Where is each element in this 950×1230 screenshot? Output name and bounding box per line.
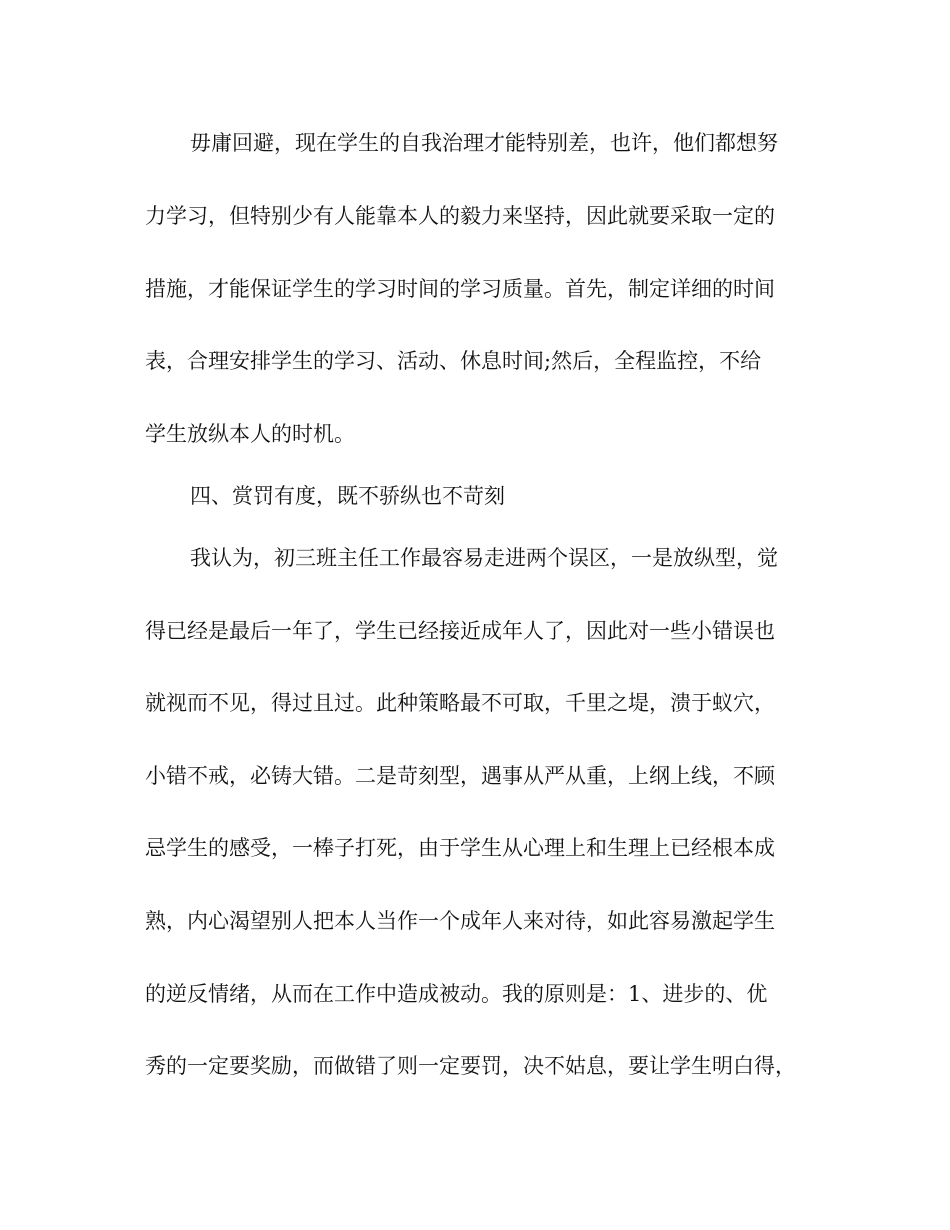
paragraph-line: 学生放纵本人的时机。 — [145, 422, 355, 446]
paragraph-line: 力学习，但特别少有人能靠本人的毅力来坚持，因此就要采取一定的 — [145, 204, 775, 228]
paragraph-line: 得已经是最后一年了，学生已经接近成年人了，因此对一些小错误也 — [145, 619, 775, 643]
section-heading: 四、赏罚有度，既不骄纵也不苛刻 — [190, 484, 505, 508]
paragraph-line: 措施，才能保证学生的学习时间的学习质量。首先，制定详细的时间 — [145, 277, 775, 301]
paragraph-line: 的逆反情绪，从而在工作中造成被动。我的原则是：1、进步的、优 — [145, 982, 768, 1006]
paragraph-line: 表，合理安排学生的学习、活动、休息时间;然后，全程监控，不给 — [145, 349, 762, 373]
paragraph-line: 秀的一定要奖励，而做错了则一定要罚，决不姑息，要让学生明白得， — [145, 1054, 796, 1078]
paragraph-line: 小错不戒，必铸大错。二是苛刻型，遇事从严从重，上纲上线，不顾 — [145, 764, 775, 788]
paragraph-line: 毋庸回避，现在学生的自我治理才能特别差，也许，他们都想努 — [190, 131, 778, 155]
paragraph-line: 熟，内心渴望别人把本人当作一个成年人来对待，如此容易激起学生 — [145, 909, 775, 933]
paragraph-line: 忌学生的感受，一棒子打死，由于学生从心理上和生理上已经根本成 — [145, 836, 775, 860]
paragraph-line: 我认为，初三班主任工作最容易走进两个误区，一是放纵型，觉 — [190, 546, 778, 570]
paragraph-line: 就视而不见，得过且过。此种策略最不可取，千里之堤，溃于蚁穴， — [145, 691, 775, 715]
